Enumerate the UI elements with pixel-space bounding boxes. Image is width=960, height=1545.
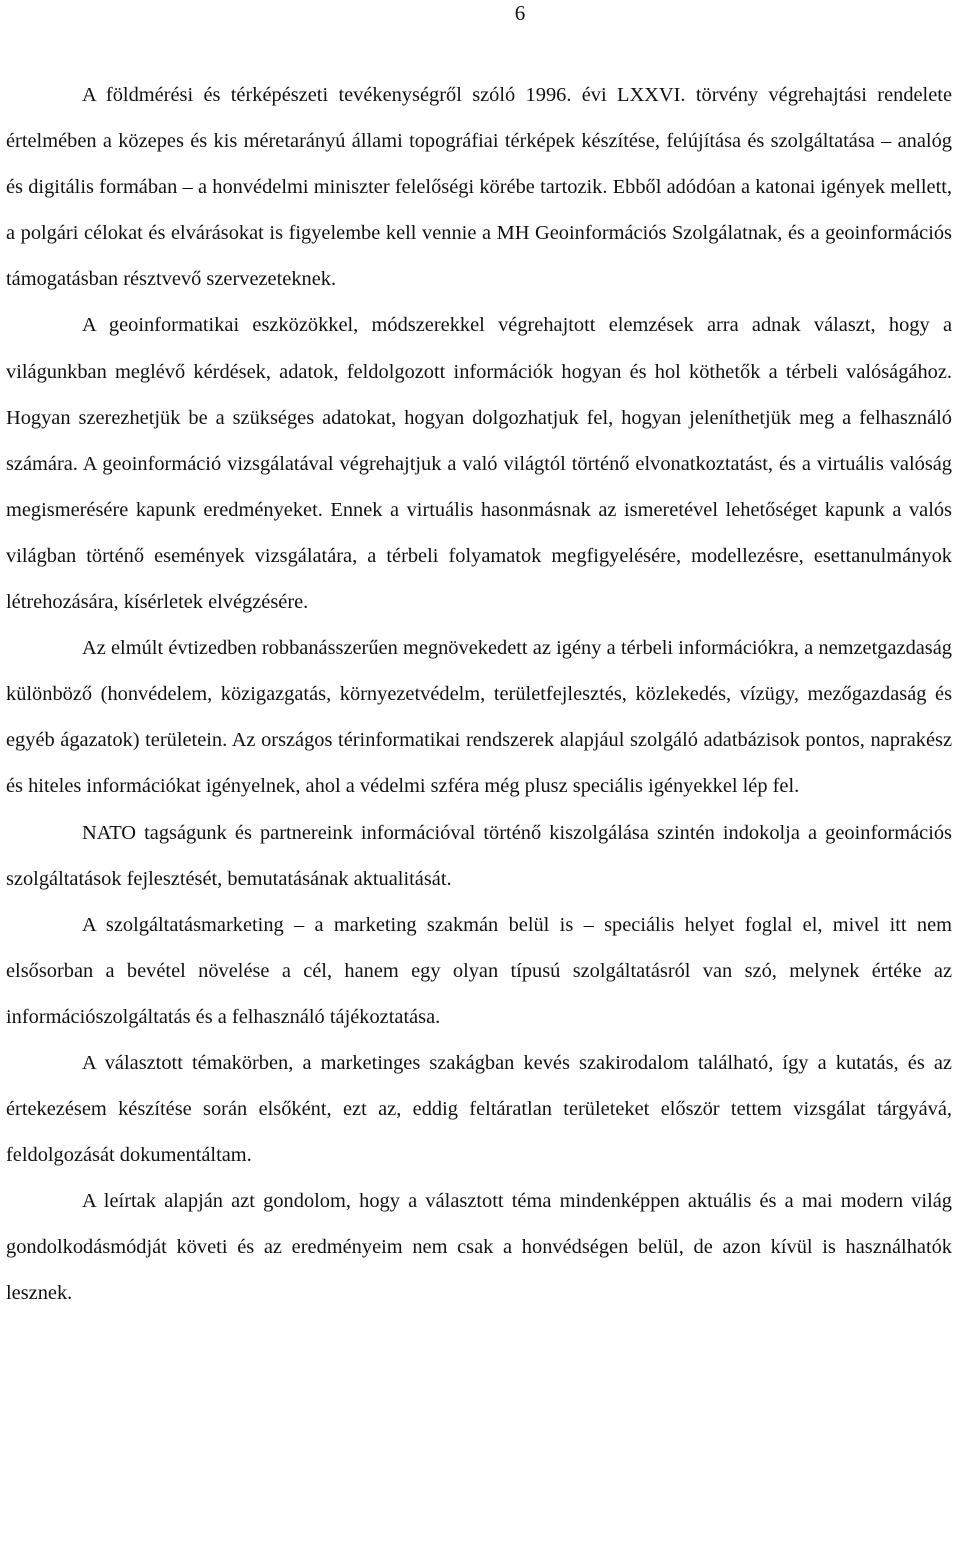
paragraph-1: A földmérési és térképészeti tevékenységről szóló 1996. évi LXXVI. törvény végrehajtási rendelete értelmében a közepes és kis méretarányú állami topográfiai térképek készítése, felújítása és szolgáltatása – analóg és digitális formában – a honvédelmi miniszter felelőségi körébe tartozik. Ebből adódóan a katonai igények mellett, a polgári célokat és elvárásokat is figyelembe kell vennie a MH Geoinformációs Szolgálatnak, és a geoinformációs támogatásban résztvevő szervezeteknek. — [6, 84, 952, 291]
paragraph-3: Az elmúlt évtizedben robbanásszerűen megnövekedett az igény a térbeli információkra, a nemzetgazdaság különböző (honvédelem, közigazgatás, környezetvédelm, területfejlesztés, közlekedés, vízügy, mezőgazdaság és egyéb ágazatok) területein. Az országos térinformatikai rendszerek alapjául szolgáló adatbázisok pontos, naprakész és hiteles információkat igényelnek, ahol a védelmi szféra még plusz speciális igényekkel lép fel. — [6, 637, 952, 798]
paragraph-7: A leírtak alapján azt gondolom, hogy a választott téma mindenképpen aktuális és a mai modern világ gondolkodásmódját követi és az eredményeim nem csak a honvédségen belül, de azon kívül is használhatók lesznek. — [6, 1190, 952, 1305]
paragraph-4: NATO tagságunk és partnereink információval történő kiszolgálása szintén indokolja a geoinformációs szolgáltatások fejlesztését, bemutatásának aktualitását. — [6, 821, 952, 890]
paragraph-5: A szolgáltatásmarketing – a marketing szakmán belül is – speciális helyet foglal el, mivel itt nem elsősorban a bevétel növelése a cél, hanem egy olyan típusú szolgáltatásról van szó, melynek értéke az információszolgáltatás és a felhasználó tájékoztatása. — [6, 913, 952, 1028]
paragraph-6: A választott témakörben, a marketinges szakágban kevés szakirodalom található, így a kutatás, és az értekezésem készítése során elsőként, ezt az, eddig feltáratlan területeket először tettem vizsgálat tárgyává, feldolgozását dokumentáltam. — [6, 1051, 952, 1167]
document-body — [6, 72, 952, 1317]
paragraph-2: A geoinformatikai eszközökkel, módszerekkel végrehajtott elemzések arra adnak választ, hogy a világunkban meglévő kérdések, adatok, feldolgozott információk hogyan és hol köthetők a térbeli valóságához. Hogyan szerezhetjük be a szükséges adatokat, hogyan dolgozhatjuk fel, hogyan jeleníthetjük meg a felhasználó számára. A geoinformáció vizsgálatával végrehajtjuk a való világtól történő elvonatkoztatást, és a virtuális valóság megismerésére kapunk eredményeket. Ennek a virtuális hasonmásnak az ismeretével lehetőséget kapunk a valós világban történő események vizsgálatára, a térbeli folyamatok megfigyelésére, modellezésre, esettanulmányok létrehozására, kísérletek elvégzésére. — [6, 314, 952, 614]
page-number: 6 — [514, 1, 526, 25]
